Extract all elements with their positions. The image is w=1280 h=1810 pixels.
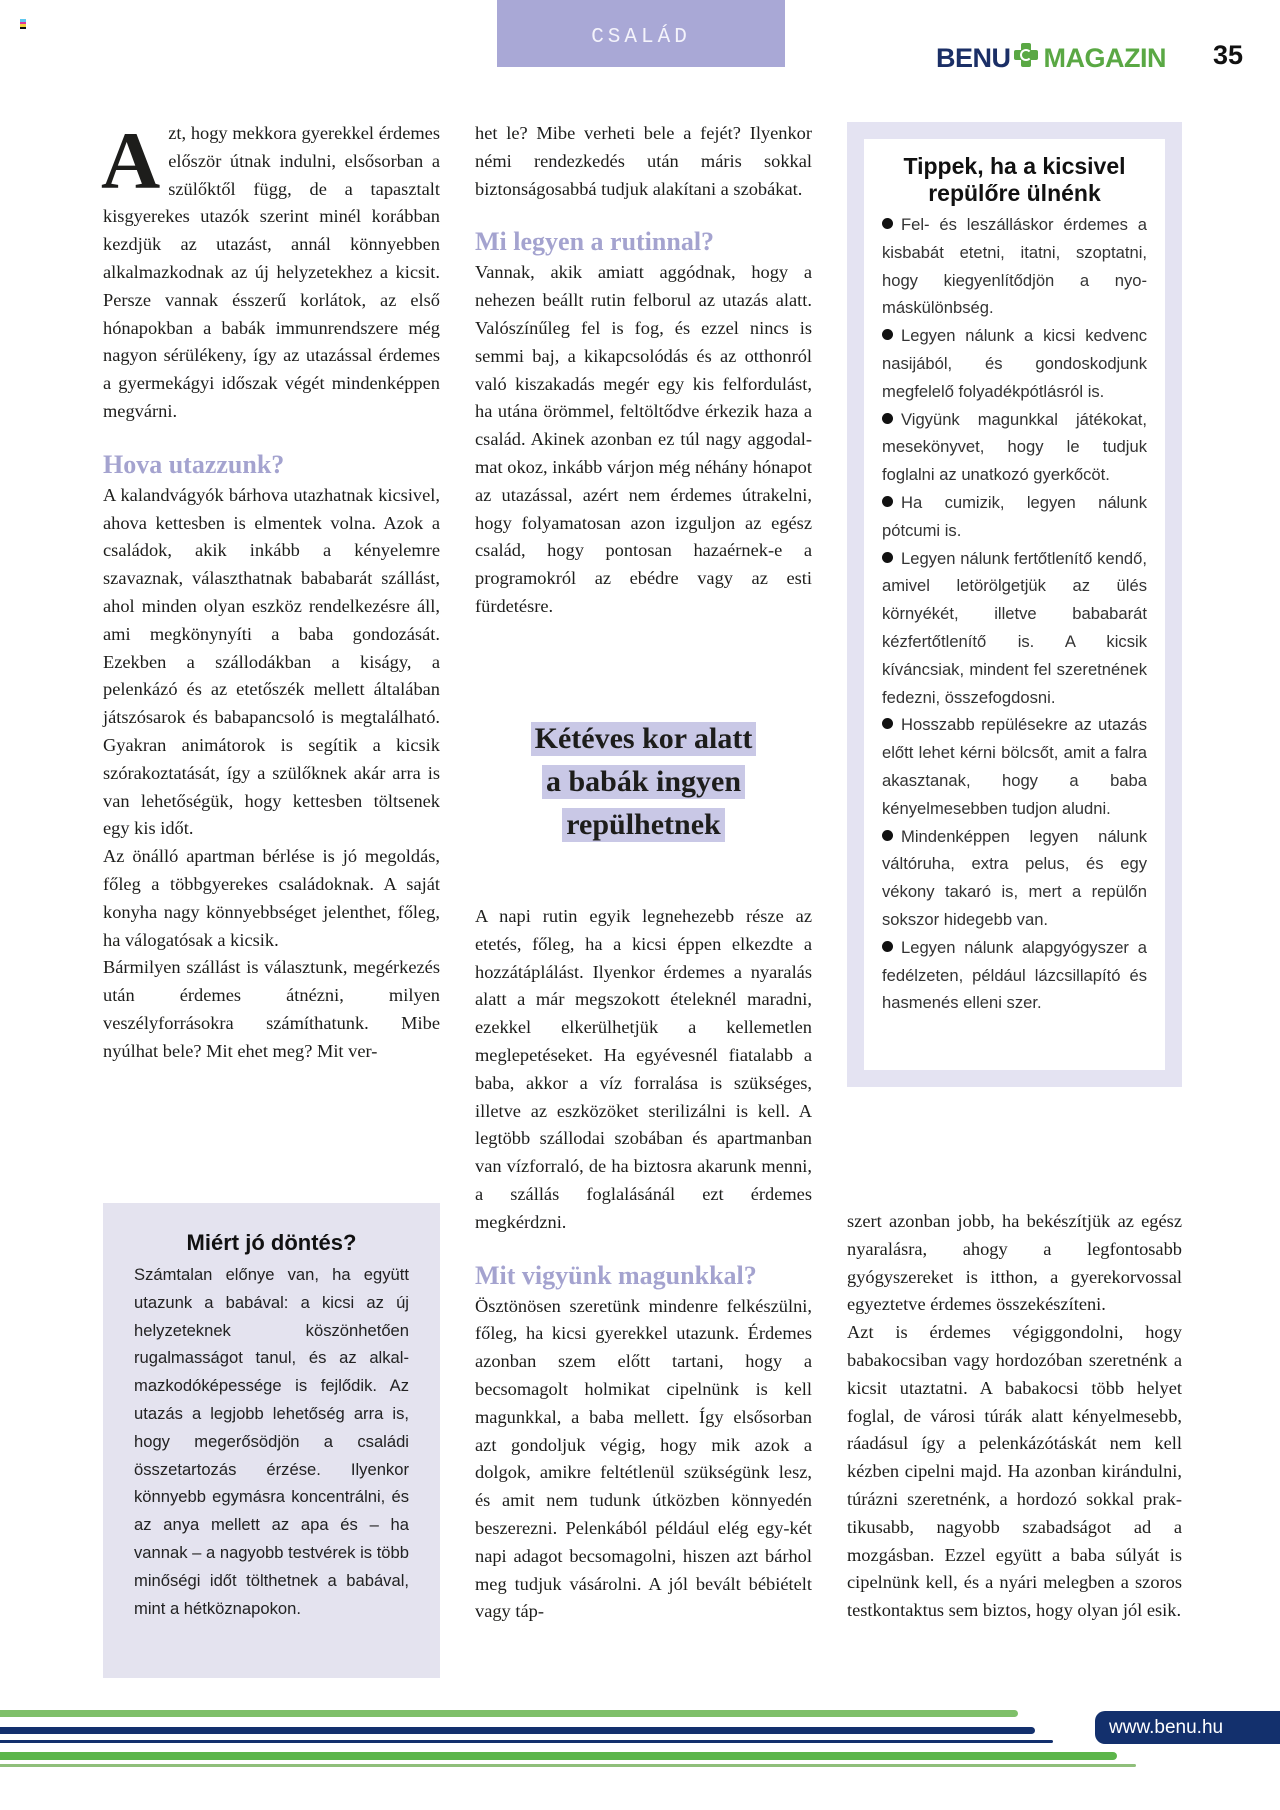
- why-good-decision-box: [103, 1203, 440, 1678]
- bullet-icon: [882, 941, 893, 952]
- page-number: 35: [1213, 40, 1244, 70]
- why-box-title: Miért jó döntés?: [186, 1230, 357, 1255]
- why-box-text: Számtalan előnye van, ha együtt utazunk a babával: a kicsi az új helyzeteknek köszönhetően rugalmasságot tanul, és az alkalmazkodóképessége is fejlődik. Az utazás a legjobb lehetőség arra is, hogy megerősödjön a családi összetartozás érzése. Ilyenkor könnyebb egymásra koncentrálni, és az anya mellett az apa és – ha vannak – a nagyobb testvérek is több minőségi időt tölthetnek a babával, mint a hétköznapokon.: [134, 1265, 409, 1618]
- footer-stripe-navy-thin: [0, 1740, 1053, 1743]
- website-link[interactable]: [1095, 1711, 1280, 1744]
- footer-stripe-green: [0, 1710, 1018, 1717]
- body-paragraph: Ösztönösen szeretünk mindenre felkészülni, főleg, ha kicsi gyerekkel utazunk. Érdemes azonban szem előtt tartani, hogy a becsomagolt holmikat cipelnünk is kell magunkkal, a baba mellett. Így elsősorban azt gondoljuk végig, hogy mik azok a dolgok, amikre feltétlenül szükségünk lesz, és amit nem tudunk útközben könnyedén beszerezni. Pelenkából például elég egy-két napi adagot becsomagolni, hiszen azt bárhol meg tudjuk vásárolni. A jól bevált bébiételt vagy táp-: [475, 1295, 812, 1622]
- pull-quote: [475, 722, 812, 851]
- drop-cap: A: [101, 115, 161, 206]
- pull-quote-line: Kétéves kor alatt: [531, 722, 757, 756]
- column-2: [475, 120, 812, 621]
- body-paragraph: szert azonban jobb, ha bekészítjük az egész nyaralásra, ahogy a legfontosabb gyógyszereket is itthon, a gyerekorvossal egyeztetve érdemes összekészíteni.: [847, 1211, 1182, 1315]
- heading-rutin: Mi legyen a rutinnal?: [475, 227, 715, 257]
- column-1: [101, 115, 440, 1066]
- body-paragraph: Azt is érdemes végiggondolni, hogy babakocsiban vagy hordozóban szeretnénk a kicsit utaztatni. A babakocsi több helyet foglal, de városi túrák alatt kényelmesebb, ráadásul így a pelenkázótáskát nem kell kézben cipelni majd. Ha azonban kirándulni, túrázni szeretnénk, a hordozó sokkal praktikusabb, nagyobb szabadságot ad a mozgásban. Ezzel együtt a baba súlyát is cipelnünk kell, és a nyári melegben a szoros testkontaktus sem biztos, hogy olyan jól esik.: [847, 1322, 1182, 1621]
- tip-item: Ha cumizik, legyen nálunk pótcumi is.: [882, 492, 1147, 540]
- heading-hova-utazzunk: Hova utazzunk?: [103, 449, 285, 479]
- body-paragraph: A kalandvágyók bárhova utazhatnak kicsivel, ahova kettesben is elmentek volna. Azok a családok, akik inkább a kényelemre szavaznak, választhatnak bababarát szállást, ahol minden olyan eszköz rendelkezésre áll, ami megkönynyíti a baba gondozását. Ezekben a szállodákban a kiságy, a pelenkázó és az etetőszék mellett általában játszósarok és babapancsoló is megtalálható. Gyakran animátorok is segítik a kicsik szórakoztatását, így a szülőknek akár arra is van lehetőségük, hogy kettesben töltsenek egy kis időt.: [103, 484, 440, 839]
- body-paragraph: het le? Mibe verheti bele a fejét? Ilyenkor némi rendezkedés után máris sokkal biztonságosabbá tudjuk alakítani a szobákat.: [475, 123, 812, 199]
- body-paragraph: Vannak, akik amiatt aggódnak, hogy a nehezen beállt rutin felborul az utazás alatt. Valószínűleg fel is fog, és ezzel nincs is semmi baj, a kikapcsolódás és az otthonról való kiszakadás megér egy kis felfordulást, ha utána örömmel, feltöltődve érkezik haza a család. Akinek azonban ez túl nagy aggodalmat okoz, inkább várjon még néhány hónapot az utazással, azért nem érdemes útrakelni, hogy folyamatosan azon izguljon az egész család, hogy pontosan hazaérnek-e a programokról az ebédre vagy az esti fürdetésre.: [475, 262, 812, 616]
- print-color-mark: [20, 19, 26, 29]
- section-tab: [497, 0, 785, 67]
- brand-benu: BENU: [936, 42, 1011, 73]
- tips-title: Tippek, ha a kicsivel repülőre ülnénk: [903, 153, 1126, 206]
- bullet-icon: [882, 218, 893, 229]
- footer-stripe-green: [0, 1752, 1117, 1760]
- section-label: CSALÁD: [591, 26, 691, 49]
- body-paragraph: Az önálló apartman bérlése is jó megoldás, főleg a többgyerekes családoknak. A saját konyha nagy könnyebbséget jelenthet, főleg, ha válogatósak a kicsik.: [103, 846, 440, 950]
- tip-item: Hosszabb repülésekre az utazás előtt lehet kérni bölcsőt, amit a falra akasztanak, hogy a baba kényelmesebben tudjon aludni.: [882, 715, 1147, 818]
- brand-logo: [936, 40, 1166, 76]
- bullet-icon: [882, 718, 893, 729]
- website-url[interactable]: www.benu.hu: [1109, 1716, 1224, 1738]
- body-paragraph: A napi rutin egyik legnehezebb része az etetés, főleg, ha a kicsi éppen elkezdte a hozzátáplálást. Ilyenkor érdemes a nyaralás alatt a már megszokott ételeknél maradni, ezekkel elkerülhetjük a kellemetlen meglepetéseket. Ha egyévesnél fiatalabb a baba, akkor a víz forralása is szükséges, illetve az eszközöket sterilizálni is kell. A legtöbb szállodai szobában és apartmanban van vízforraló, de ha biztosra akarunk menni, a szállás foglalásánál ezt érdemes megkérdzni.: [475, 906, 812, 1232]
- bullet-icon: [882, 413, 893, 424]
- pull-quote-line: repülhetnek: [562, 808, 724, 842]
- heading-mit-vigyunk: Mit vigyünk magunkkal?: [475, 1260, 757, 1290]
- intro-paragraph: Azt, hogy mekkora gyerekkel érdemes először útnak indulni, elsősorban a szülőktől függ, de a tapasztalt kisgyerekes utazók szerint minél korábban kezdjük az utazást, annál könnyebben alkalmazkodnak az új helyzetekhez a kicsit. Persze vannak ésszerű korlátok, az első hónapokban a babák immunrendszere még nagyon sérülékeny, így az utazással érdemes a gyermekágyi időszak végét mindenképpen megvárni.: [101, 115, 440, 421]
- brand-magazin: MAGAZIN: [1043, 42, 1166, 73]
- footer-stripe-navy: [0, 1727, 1035, 1734]
- bullet-icon: [882, 552, 893, 563]
- tip-item: Vigyünk magunkkal játékokat, mesekönyvet, hogy le tudjuk foglalni az unatkozó gyerkőcöt.: [882, 409, 1147, 485]
- column-3: [847, 1208, 1182, 1625]
- tip-item: Legyen nálunk alapgyógyszer a fedélzeten, például lázcsillapító és hasmenés elleni szer.: [882, 937, 1147, 1013]
- bullet-icon: [882, 830, 893, 841]
- tips-box: [847, 122, 1182, 1087]
- body-paragraph: Bármilyen szállást is választunk, megérkezés után érdemes átnézni, milyen veszélyforrásokra számíthatunk. Mibe nyúlhat bele? Mit ehet meg? Mit ver-: [103, 957, 440, 1061]
- bullet-icon: [882, 329, 893, 340]
- tips-box-inner: [864, 139, 1165, 1070]
- tip-item: Legyen nálunk a kicsi kedvenc nasijából, és gondoskodjunk megfelelő folyadékpótlásról is.: [882, 326, 1147, 401]
- pull-quote-line: a babák ingyen: [542, 765, 745, 799]
- tip-item: Legyen nálunk fertőtlenítő kendő, amivel letörölgetjük az ülés környékét, illetve bababarát kézfertőtlenítő is. A kicsik kíváncsiak, mindent fel szeretnének fedezni, összefogdosni.: [882, 548, 1147, 707]
- pharmacy-cross-icon: [1014, 43, 1038, 67]
- tip-item: Fel- és leszálláskor érdemes a kisbabát etetni, itatni, szoptatni, hogy kiegyenlítődjön a nyomáskülönbség.: [882, 215, 1147, 318]
- tip-item: Mindenképpen legyen nálunk váltóruha, extra pelus, és egy vékony takaró is, mert a repülőn sokszor hidegebb van.: [882, 826, 1147, 929]
- bullet-icon: [882, 496, 893, 507]
- footer-stripe-green-thin: [0, 1764, 1136, 1767]
- column-2-lower: [475, 903, 812, 1626]
